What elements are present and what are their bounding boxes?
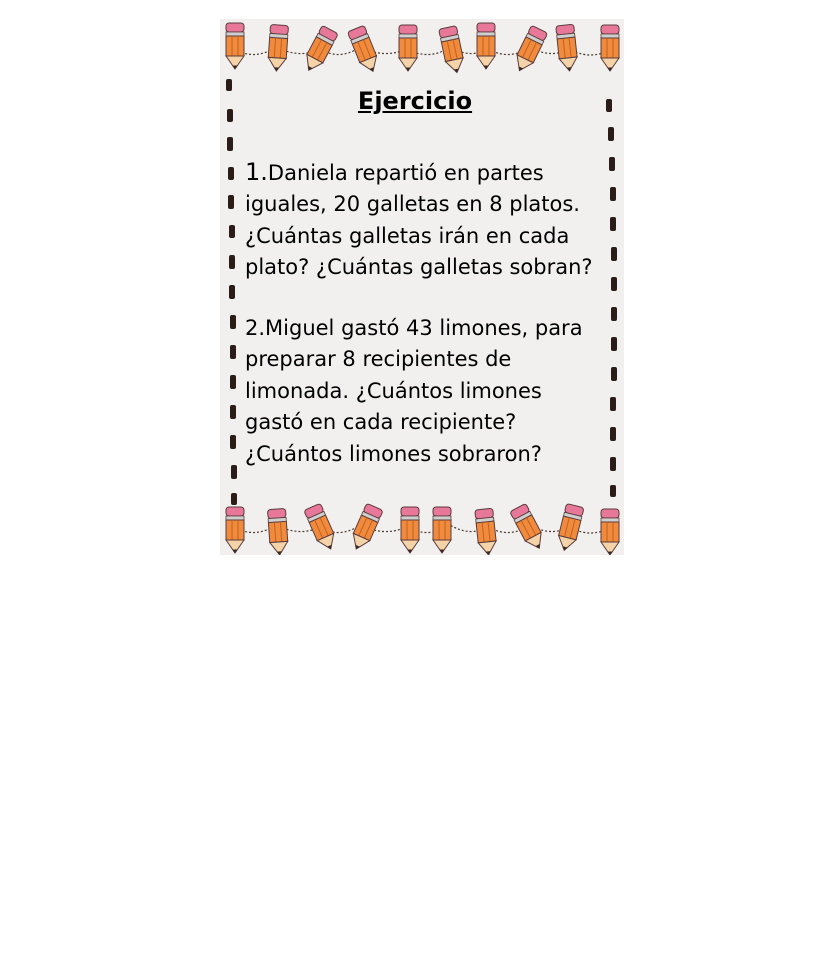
page-title: Ejercicio (357, 87, 473, 115)
pencil-icon (601, 25, 619, 71)
exercise-2 (245, 313, 605, 470)
pencil-icon (347, 25, 381, 74)
pencil-icon (301, 25, 338, 74)
exercise-2-text: Miguel gastó 43 limones, para preparar 8 recipientes de limonada. ¿Cuántos limones gastó en cada recipiente? ¿Cuántos limones sobraron? (245, 316, 583, 466)
pencil-icon (226, 507, 244, 553)
pencil-icon (511, 25, 547, 74)
pencil-icon (510, 503, 547, 552)
pencil-icon (601, 509, 619, 555)
pencil-icon (555, 503, 584, 552)
bottom-pencil-row (226, 503, 619, 555)
pencil-icon (226, 23, 244, 69)
bottom-pencil-string (234, 525, 612, 533)
top-pencil-row (226, 23, 619, 75)
pencil-icon (433, 507, 451, 553)
right-dashed-border (606, 99, 617, 497)
exercise-1-number: 1. (245, 158, 268, 186)
left-dashed-border (226, 79, 237, 505)
pencil-icon (304, 503, 339, 552)
top-pencil-string (234, 47, 612, 55)
pencil-icon (267, 508, 288, 555)
pencil-icon (399, 25, 417, 71)
pencil-icon (267, 24, 288, 71)
pencil-icon (348, 503, 383, 552)
exercise-1 (245, 157, 605, 284)
pencil-icon (401, 507, 419, 553)
exercise-card (220, 19, 624, 555)
pencil-icon (475, 508, 498, 555)
pencil-icon (477, 23, 495, 69)
exercise-2-number: 2. (245, 316, 266, 340)
pencil-icon (439, 26, 466, 75)
exercise-1-text: Daniela repartió en partes iguales, 20 galletas en 8 platos. ¿Cuántas galletas irán en cada plato? ¿Cuántas galletas sobran? (245, 161, 593, 280)
pencil-icon (556, 24, 579, 72)
